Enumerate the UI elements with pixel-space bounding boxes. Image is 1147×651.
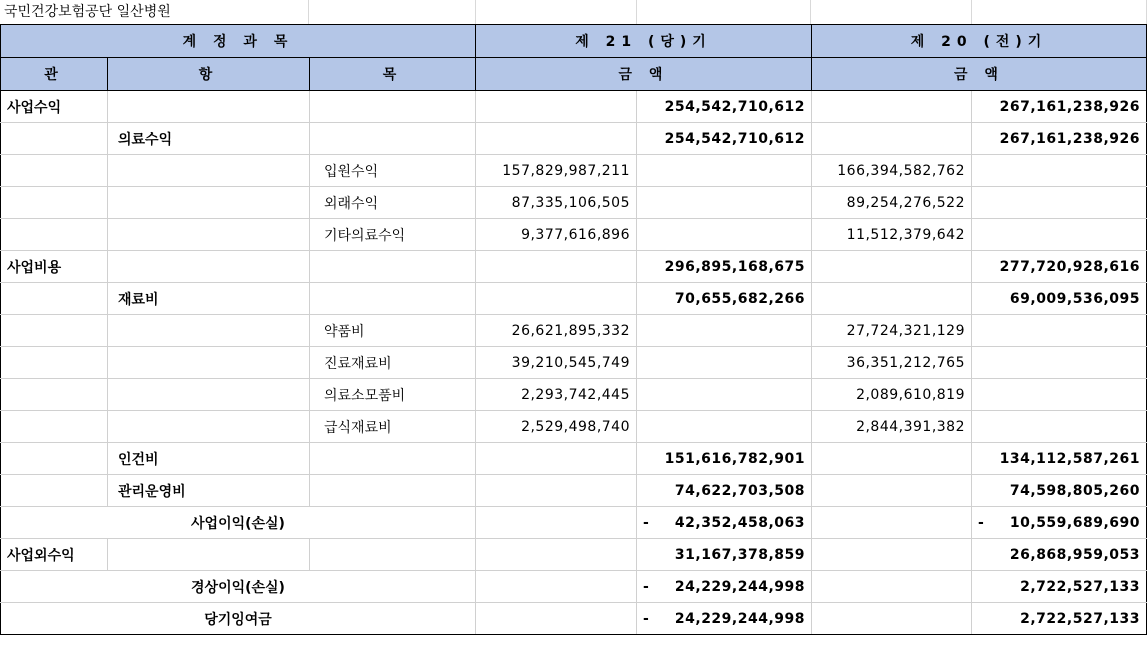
cell-gwan[interactable] <box>1 411 108 443</box>
cell-mok[interactable]: 진료재료비 <box>310 347 476 379</box>
table-row <box>1 283 1147 315</box>
cell-mok[interactable] <box>310 283 476 315</box>
cell-cur-detail[interactable] <box>476 571 637 603</box>
minus-sign: - <box>643 611 650 627</box>
cell-cur-total[interactable] <box>637 379 812 411</box>
income-statement-table <box>0 24 1147 635</box>
cell-hang[interactable] <box>108 91 310 123</box>
cell-gwan[interactable] <box>1 155 108 187</box>
table-row <box>1 91 1147 123</box>
operating-income-current[interactable] <box>637 507 812 539</box>
table-row <box>1 411 1147 443</box>
operating-income-label[interactable]: 사업이익(손실) <box>1 507 476 539</box>
table-row <box>1 219 1147 251</box>
cell-prev-detail[interactable] <box>812 475 972 507</box>
cell-hang[interactable] <box>108 315 310 347</box>
page-title: 국민건강보험공단 일산병원 <box>4 4 171 20</box>
ordinary-income-label[interactable]: 경상이익(손실) <box>1 571 476 603</box>
cell-gwan[interactable] <box>1 187 108 219</box>
cell-prev-total[interactable] <box>972 155 1147 187</box>
non-operating-income-prior[interactable]: 26,868,959,053 <box>972 539 1147 571</box>
cell-prev-detail[interactable]: 2,844,391,382 <box>812 411 972 443</box>
operating-income-prior[interactable] <box>972 507 1147 539</box>
amount: 10,559,689,690 <box>1009 514 1140 531</box>
cell-gwan[interactable]: 사업수익 <box>1 91 108 123</box>
cell-prev-detail[interactable] <box>812 539 972 571</box>
table-row <box>1 155 1147 187</box>
cell-cur-total[interactable] <box>637 155 812 187</box>
cell-hang[interactable] <box>108 379 310 411</box>
cell-gwan[interactable] <box>1 379 108 411</box>
cell-cur-total[interactable]: 74,622,703,508 <box>637 475 812 507</box>
cell-cur-detail[interactable] <box>476 603 637 635</box>
cell-cur-total[interactable]: 254,542,710,612 <box>637 91 812 123</box>
amount: 42,352,458,063 <box>674 514 805 531</box>
cell-prev-detail[interactable] <box>812 251 972 283</box>
cell-cur-detail[interactable] <box>476 507 637 539</box>
table-row <box>1 443 1147 475</box>
cell-cur-detail[interactable]: 2,529,498,740 <box>476 411 637 443</box>
cell-cur-total[interactable]: 70,655,682,266 <box>637 283 812 315</box>
cell-hang[interactable]: 의료수익 <box>108 123 310 155</box>
cell-hang[interactable]: 관리운영비 <box>108 475 310 507</box>
non-operating-income-label[interactable]: 사업외수익 <box>1 539 108 571</box>
cell-prev-detail[interactable]: 27,724,321,129 <box>812 315 972 347</box>
minus-sign: - <box>978 515 985 531</box>
cell-mok[interactable]: 의료소모품비 <box>310 379 476 411</box>
cell-prev-detail[interactable] <box>812 603 972 635</box>
cell-prev-detail[interactable]: 11,512,379,642 <box>812 219 972 251</box>
cell-prev-total[interactable] <box>972 411 1147 443</box>
cell-prev-total[interactable] <box>972 315 1147 347</box>
table-row <box>1 379 1147 411</box>
non-operating-income-row <box>1 539 1147 571</box>
cell-prev-total[interactable] <box>972 379 1147 411</box>
ordinary-income-prior[interactable]: 2,722,527,133 <box>972 571 1147 603</box>
cell-prev-detail[interactable] <box>812 571 972 603</box>
cell-hang[interactable] <box>108 155 310 187</box>
prior-period-header[interactable]: 제 20 (전)기 <box>812 25 1147 58</box>
cell-cur-total[interactable] <box>637 315 812 347</box>
cell-mok[interactable] <box>310 251 476 283</box>
sheet-gridlines <box>0 0 1147 24</box>
header-row-periods <box>1 25 1147 58</box>
cell-hang[interactable] <box>108 539 310 571</box>
cell-prev-detail[interactable]: 89,254,276,522 <box>812 187 972 219</box>
cell-gwan[interactable]: 사업비용 <box>1 251 108 283</box>
cell-cur-detail[interactable] <box>476 539 637 571</box>
net-surplus-label[interactable]: 당기잉여금 <box>1 603 476 635</box>
cell-gwan[interactable] <box>1 475 108 507</box>
non-operating-income-current[interactable]: 31,167,378,859 <box>637 539 812 571</box>
cell-prev-total[interactable] <box>972 219 1147 251</box>
cell-cur-total[interactable]: 254,542,710,612 <box>637 123 812 155</box>
cell-prev-total[interactable]: 267,161,238,926 <box>972 123 1147 155</box>
cell-cur-detail[interactable] <box>476 251 637 283</box>
col-hang-header[interactable]: 항 <box>108 58 310 91</box>
cell-cur-total[interactable] <box>637 411 812 443</box>
ordinary-income-current[interactable] <box>637 571 812 603</box>
cell-mok[interactable]: 급식재료비 <box>310 411 476 443</box>
net-surplus-row <box>1 603 1147 635</box>
cell-gwan[interactable] <box>1 219 108 251</box>
cell-prev-total[interactable] <box>972 347 1147 379</box>
cell-cur-detail[interactable]: 2,293,742,445 <box>476 379 637 411</box>
cell-prev-detail[interactable] <box>812 443 972 475</box>
cell-hang[interactable]: 인건비 <box>108 443 310 475</box>
amount-current-header[interactable]: 금 액 <box>476 58 812 91</box>
cell-cur-detail[interactable] <box>476 283 637 315</box>
cell-hang[interactable] <box>108 187 310 219</box>
cell-cur-detail[interactable]: 87,335,106,505 <box>476 187 637 219</box>
cell-prev-total[interactable] <box>972 187 1147 219</box>
cell-gwan[interactable] <box>1 123 108 155</box>
cell-mok[interactable] <box>310 91 476 123</box>
cell-prev-total[interactable]: 134,112,587,261 <box>972 443 1147 475</box>
cell-cur-detail[interactable]: 39,210,545,749 <box>476 347 637 379</box>
cell-mok[interactable] <box>310 123 476 155</box>
cell-mok[interactable] <box>310 539 476 571</box>
cell-prev-total[interactable]: 277,720,928,616 <box>972 251 1147 283</box>
minus-sign: - <box>643 579 650 595</box>
col-mok-header[interactable]: 목 <box>310 58 476 91</box>
cell-prev-total[interactable]: 74,598,805,260 <box>972 475 1147 507</box>
net-surplus-prior[interactable]: 2,722,527,133 <box>972 603 1147 635</box>
table-row <box>1 251 1147 283</box>
cell-cur-detail[interactable] <box>476 123 637 155</box>
cell-hang[interactable]: 재료비 <box>108 283 310 315</box>
amount: 24,229,244,998 <box>674 610 805 627</box>
amount-prior-header[interactable]: 금 액 <box>812 58 1147 91</box>
cell-gwan[interactable] <box>1 283 108 315</box>
net-surplus-current[interactable] <box>637 603 812 635</box>
table-row <box>1 475 1147 507</box>
cell-mok[interactable] <box>310 443 476 475</box>
cell-mok[interactable] <box>310 475 476 507</box>
table-row <box>1 315 1147 347</box>
cell-prev-total[interactable]: 267,161,238,926 <box>972 91 1147 123</box>
account-title-header[interactable]: 계 정 과 목 <box>1 25 476 58</box>
minus-sign: - <box>643 515 650 531</box>
cell-cur-total[interactable] <box>637 187 812 219</box>
table-row <box>1 123 1147 155</box>
current-period-header[interactable]: 제 21 (당)기 <box>476 25 812 58</box>
cell-prev-detail[interactable] <box>812 91 972 123</box>
cell-mok[interactable]: 외래수익 <box>310 187 476 219</box>
cell-gwan[interactable] <box>1 347 108 379</box>
cell-mok[interactable]: 약품비 <box>310 315 476 347</box>
cell-prev-detail[interactable] <box>812 123 972 155</box>
cell-cur-detail[interactable] <box>476 475 637 507</box>
cell-mok[interactable]: 입원수익 <box>310 155 476 187</box>
ordinary-income-row <box>1 571 1147 603</box>
cell-cur-total[interactable] <box>637 347 812 379</box>
amount: 24,229,244,998 <box>674 578 805 595</box>
cell-prev-detail[interactable] <box>812 507 972 539</box>
cell-hang[interactable] <box>108 347 310 379</box>
cell-cur-detail[interactable]: 157,829,987,211 <box>476 155 637 187</box>
cell-gwan[interactable] <box>1 315 108 347</box>
cell-cur-detail[interactable] <box>476 443 637 475</box>
cell-cur-detail[interactable]: 26,621,895,332 <box>476 315 637 347</box>
header-row-columns <box>1 58 1147 91</box>
cell-prev-detail[interactable]: 166,394,582,762 <box>812 155 972 187</box>
table-row <box>1 187 1147 219</box>
cell-prev-total[interactable]: 69,009,536,095 <box>972 283 1147 315</box>
operating-income-row <box>1 507 1147 539</box>
table-row <box>1 347 1147 379</box>
cell-cur-total[interactable]: 151,616,782,901 <box>637 443 812 475</box>
cell-prev-detail[interactable]: 2,089,610,819 <box>812 379 972 411</box>
cell-gwan[interactable] <box>1 443 108 475</box>
cell-prev-detail[interactable] <box>812 283 972 315</box>
cell-mok[interactable]: 기타의료수익 <box>310 219 476 251</box>
cell-cur-detail[interactable] <box>476 91 637 123</box>
cell-prev-detail[interactable]: 36,351,212,765 <box>812 347 972 379</box>
col-gwan-header[interactable]: 관 <box>1 58 108 91</box>
cell-hang[interactable] <box>108 219 310 251</box>
cell-cur-total[interactable]: 296,895,168,675 <box>637 251 812 283</box>
cell-hang[interactable] <box>108 251 310 283</box>
cell-hang[interactable] <box>108 411 310 443</box>
cell-cur-detail[interactable]: 9,377,616,896 <box>476 219 637 251</box>
cell-cur-total[interactable] <box>637 219 812 251</box>
